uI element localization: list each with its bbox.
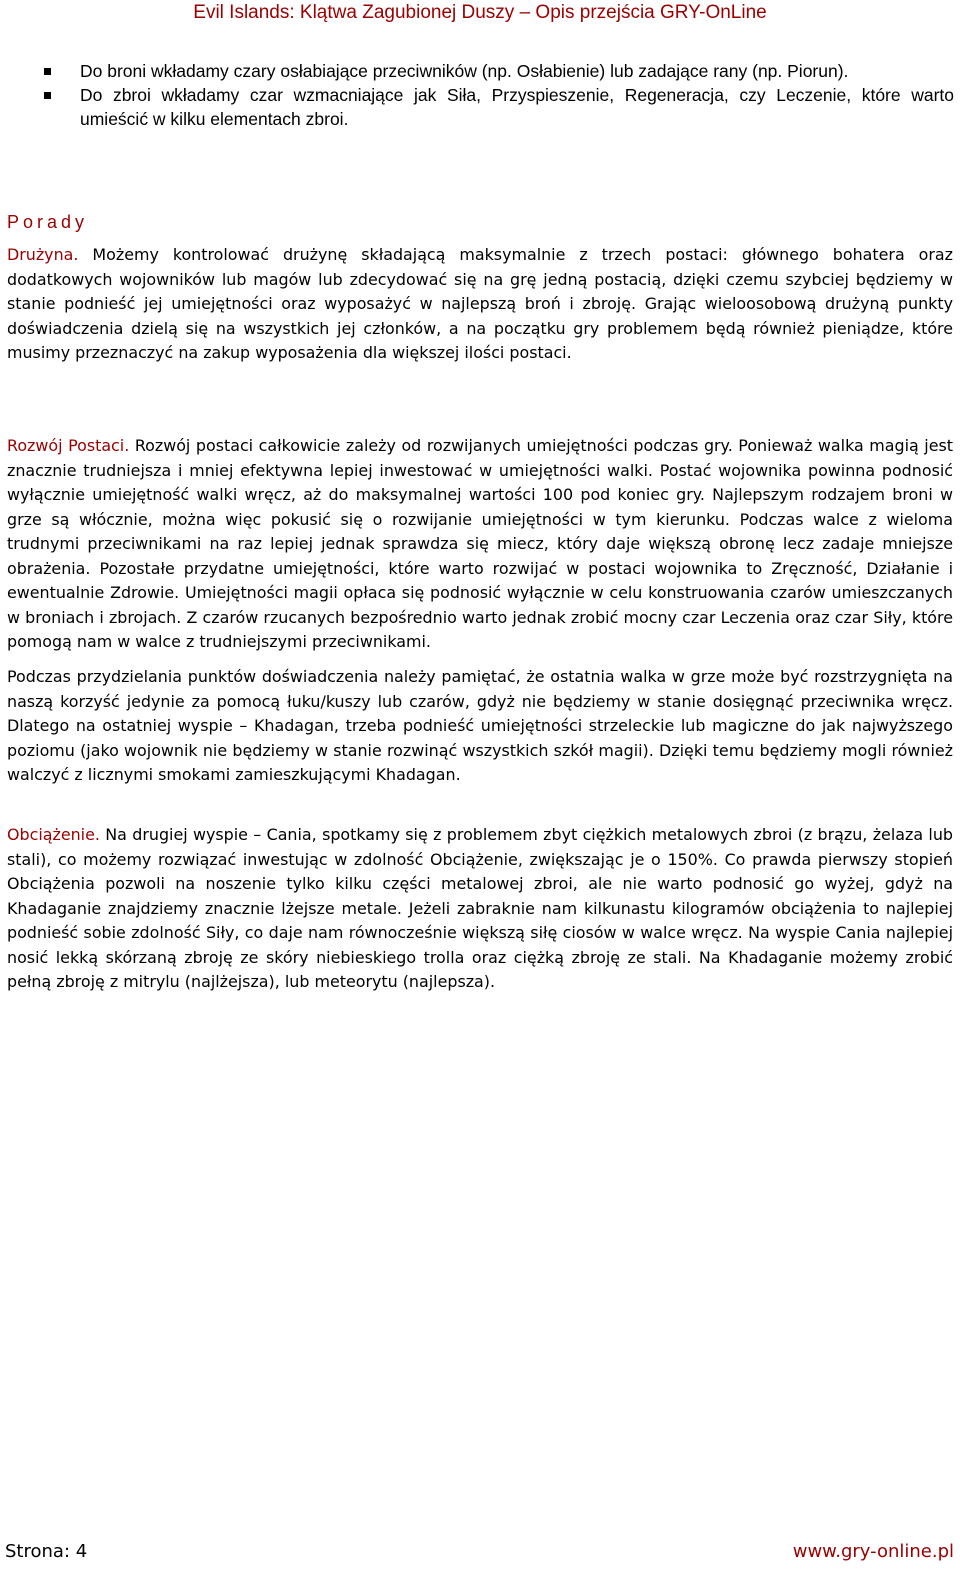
section-title-porady: Porady <box>7 212 89 232</box>
list-item <box>44 59 954 83</box>
paragraph-rozwoj-postaci <box>7 434 953 655</box>
page-number: Strona: 4 <box>5 1541 88 1562</box>
paragraph-text: Podczas przydzielania punktów doświadczenia należy pamiętać, że ostatnia walka w grze może być rozstrzygnięta na naszą korzyść jedynie za pomocą łuku/kuszy lub czarów, gdyż nie będziemy w stanie dosięgnąć przeciwnika wręcz. Dlatego na ostatniej wyspie – Khadagan, trzeba podnieść umiejętności strzeleckie lub magiczne do jak najwyższego poziomu (jako wojownik nie będziemy w stanie rozwinąć wszystkich szkół magii). Dzięki temu będziemy mogli również walczyć z licznymi smokami zamieszkującymi Khadagan. <box>7 667 953 784</box>
bullet-list <box>44 59 954 131</box>
site-link[interactable]: www.gry-online.pl <box>792 1541 954 1562</box>
paragraph-druzyna <box>7 243 953 366</box>
paragraph-label: Rozwój Postaci. <box>7 436 130 455</box>
paragraph-obciazenie <box>7 823 953 995</box>
paragraph-text: Na drugiej wyspie – Cania, spotkamy się z problemem zbyt ciężkich metalowych zbroi (z brązu, żelaza lub stali), co możemy rozwiązać inwestując w zdolność Obciążenie, zwiększając je o 150%. Co prawda pierwszy stopień Obciążenia pozwoli na noszenie tylko kilku części metalowej zbroi, ale nie warto podnosić go wyżej, gdyż na Khadaganie znajdziemy znacznie lżejsze metale. Jeżeli zabraknie nam kilkunastu kilogramów obciążenia to najlepiej podnieść sobie zdolność Siły, co daje nam równocześnie większą siłę ciosów w walce wręcz. Na wyspie Cania najlepiej nosić lekką skórzaną zbroję ze skóry niebieskiego trolla oraz ciężką zbroję ze stali. Na Khadaganie możemy zrobić pełną zbroję z mitrylu (najlżejsza), lub meteorytu (najlepsza). <box>7 825 953 991</box>
list-item <box>44 83 954 131</box>
paragraph-label: Drużyna. <box>7 245 79 264</box>
paragraph-punkty-doswiadczenia <box>7 665 953 788</box>
list-item-text: Do zbroi wkładamy czar wzmacniające jak Siła, Przyspieszenie, Regeneracja, czy Leczenie, które warto umieścić w kilku elementach zbroi. <box>80 85 954 129</box>
page-header-title: Evil Islands: Klątwa Zagubionej Duszy – Opis przejścia GRY-OnLine <box>193 2 767 23</box>
paragraph-text: Możemy kontrolować drużynę składającą maksymalnie z trzech postaci: głównego bohatera oraz dodatkowych wojowników lub magów lub zdecydować się na grę jedną postacią, dzięki czemu szybciej będziemy w stanie podnieść jej umiejętności oraz wyposażyć w najlepszą broń i zbroję. Grając wieloosobową drużyną punkty doświadczenia dzielą się na wszystkich jej członków, a na początku gry problemem będą również pieniądze, które musimy przeznaczyć na zakup wyposażenia dla większej ilości postaci. <box>7 245 953 362</box>
square-bullet-icon <box>44 92 51 99</box>
paragraph-text: Rozwój postaci całkowicie zależy od rozwijanych umiejętności podczas gry. Ponieważ walka magią jest znacznie trudniejsza i mniej efektywna lepiej inwestować w umiejętności walki. Postać wojownika powinna podnosić wyłącznie umiejętność walki wręcz, aż do maksymalnej wartości 100 pod koniec gry. Najlepszym rodzajem broni w grze są włócznie, można więc pokusić się o rozwijanie umiejętności w tym kierunku. Podczas walce z wieloma trudnymi przeciwnikami na raz lepiej jednak sprawdza się miecz, który daje większą obronę lecz zadaje mniejsze obrażenia. Pozostałe przydatne umiejętności, które warto rozwijać w postaci wojownika to Zręczność, Działanie i ewentualnie Zdrowie. Umiejętności magii opłaca się podnosić wyłącznie w celu konstruowania czarów umieszczanych w broniach i zbrojach. Z czarów rzucanych bezpośrednio warto jednak zrobić mocny czar Leczenia oraz czar Siły, które pomogą nam w walce z trudniejszymi przeciwnikami. <box>7 436 953 651</box>
paragraph-label: Obciążenie. <box>7 825 100 844</box>
square-bullet-icon <box>44 68 51 75</box>
list-item-text: Do broni wkładamy czary osłabiające przeciwników (np. Osłabienie) lub zadające rany (np. Piorun). <box>80 61 849 81</box>
